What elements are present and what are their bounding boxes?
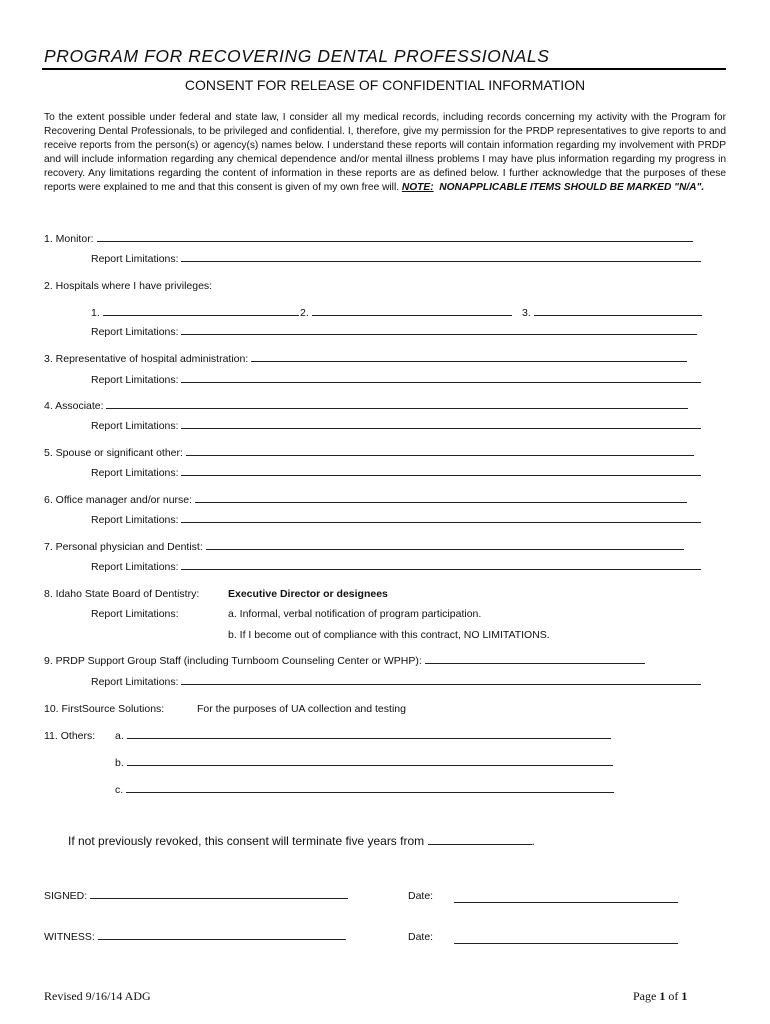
- spouse-limitations-field[interactable]: [181, 474, 701, 476]
- firstsource-value: For the purposes of UA collection and testing: [197, 703, 406, 715]
- hospital-1-label: 1.: [91, 307, 100, 319]
- signed-date-field[interactable]: [454, 902, 678, 903]
- note-text: NONAPPLICABLE ITEMS SHOULD BE MARKED "N/A".: [439, 182, 705, 194]
- office-label: 6. Office manager and/or nurse:: [44, 494, 193, 506]
- physician-limitations-row: [91, 561, 701, 573]
- associate-label: 4. Associate:: [44, 400, 104, 412]
- others-a-field[interactable]: [127, 737, 611, 739]
- prdp-label: 9. PRDP Support Group Staff (including Turnboom Counseling Center or WPHP):: [44, 655, 422, 667]
- spouse-label: 5. Spouse or significant other:: [44, 447, 183, 459]
- monitor-limitations-row: [91, 253, 701, 265]
- report-limitations-label: Report Limitations:: [91, 514, 179, 526]
- representative-row: [44, 353, 687, 365]
- hospitals-label: 2. Hospitals where I have privileges:: [44, 280, 213, 292]
- signed-date-label: Date:: [408, 890, 434, 902]
- office-row: [44, 494, 687, 506]
- hospital-2-row: [300, 307, 512, 319]
- hospital-1-row: [91, 307, 299, 319]
- report-limitations-label: Report Limitations:: [91, 253, 179, 265]
- hospital-2-field[interactable]: [312, 314, 512, 316]
- witness-field[interactable]: [98, 938, 346, 940]
- associate-limitations-field[interactable]: [181, 427, 701, 429]
- signed-row: [44, 890, 348, 902]
- report-limitations-label: Report Limitations:: [91, 561, 179, 573]
- representative-limitations-row: [91, 374, 701, 386]
- others-label: 11. Others:: [44, 730, 96, 742]
- idaho-label: 8. Idaho State Board of Dentistry:: [44, 588, 200, 600]
- physician-limitations-field[interactable]: [181, 568, 701, 570]
- form-subtitle: CONSENT FOR RELEASE OF CONFIDENTIAL INFORMATION: [184, 77, 586, 93]
- page-of: of: [665, 989, 682, 1003]
- witness-date-label: Date:: [408, 931, 434, 943]
- idaho-limit-a: a. Informal, verbal notification of program participation.: [228, 608, 482, 620]
- witness-label: WITNESS:: [44, 931, 95, 943]
- revision-note: Revised 9/16/14 ADG: [44, 989, 151, 1003]
- others-c-row: [115, 784, 614, 796]
- monitor-row: [44, 233, 693, 245]
- physician-label: 7. Personal physician and Dentist:: [44, 541, 203, 553]
- termination-text: If not previously revoked, this consent will terminate five years from: [68, 834, 425, 848]
- title-divider: [42, 68, 726, 70]
- spouse-row: [44, 447, 694, 459]
- hospital-2-label: 2.: [300, 307, 309, 319]
- spouse-field[interactable]: [186, 454, 694, 456]
- page-prefix: Page: [633, 989, 660, 1003]
- hospitals-limitations-row: [91, 326, 697, 338]
- associate-row: [44, 400, 688, 412]
- representative-label: 3. Representative of hospital administration:: [44, 353, 249, 365]
- hospital-3-row: [522, 307, 702, 319]
- prdp-row: [44, 655, 645, 667]
- hospital-3-field[interactable]: [534, 314, 702, 316]
- others-c-field[interactable]: [126, 791, 614, 793]
- note-label: NOTE:: [401, 182, 434, 194]
- office-field[interactable]: [195, 501, 687, 503]
- report-limitations-label: Report Limitations:: [91, 608, 179, 620]
- prdp-field[interactable]: [425, 662, 645, 664]
- monitor-label: 1. Monitor:: [44, 233, 94, 245]
- termination-end: .: [531, 834, 535, 848]
- office-limitations-row: [91, 514, 701, 526]
- others-a-label: a.: [115, 730, 124, 742]
- others-b-label: b.: [115, 757, 124, 769]
- physician-field[interactable]: [206, 548, 684, 550]
- monitor-field[interactable]: [97, 240, 693, 242]
- report-limitations-label: Report Limitations:: [91, 467, 179, 479]
- report-limitations-label: Report Limitations:: [91, 420, 179, 432]
- office-limitations-field[interactable]: [181, 521, 701, 523]
- page-total: 1: [681, 989, 688, 1003]
- others-c-label: c.: [115, 784, 124, 796]
- monitor-limitations-field[interactable]: [181, 260, 701, 262]
- others-b-field[interactable]: [127, 764, 613, 766]
- signed-label: SIGNED:: [44, 890, 88, 902]
- page-number: 1: [659, 989, 666, 1003]
- termination-row: [68, 834, 535, 848]
- witness-row: [44, 931, 346, 943]
- hospital-1-field[interactable]: [103, 314, 299, 316]
- idaho-limit-b: b. If I become out of compliance with this contract, NO LIMITATIONS.: [228, 629, 550, 641]
- intro-text: To the extent possible under federal and state law, I consider all my medical records, including records concerning my activity with the Program for Recovering Dental Professionals, to be privileged and confidential. I, therefore, give my permission for the PRDP representatives to give reports to and receive reports from the person(s) or agency(s) names below. I understand these reports will contain information regarding my involvement with PRDP and will include information regarding any chemical dependence and/or mental illness problems I may have plus information regarding my progress in recovery. Any limitations regarding the content of information in these reports are as defined below. I further acknowledge that the purposes of these reports were explained to me and that this consent is given of my own free will.: [44, 112, 726, 194]
- termination-date-field[interactable]: [428, 843, 532, 845]
- hospitals-limitations-field[interactable]: [181, 333, 697, 335]
- associate-limitations-row: [91, 420, 701, 432]
- report-limitations-label: Report Limitations:: [91, 374, 179, 386]
- representative-field[interactable]: [251, 360, 687, 362]
- others-b-row: [115, 757, 613, 769]
- firstsource-label: 10. FirstSource Solutions:: [44, 703, 165, 715]
- others-a-row: [115, 730, 611, 742]
- physician-row: [44, 541, 684, 553]
- report-limitations-label: Report Limitations:: [91, 676, 179, 688]
- spouse-limitations-row: [91, 467, 701, 479]
- page-indicator: [633, 989, 687, 1004]
- witness-date-field[interactable]: [454, 943, 678, 944]
- prdp-limitations-row: [91, 676, 701, 688]
- hospital-3-label: 3.: [522, 307, 531, 319]
- page-title: PROGRAM FOR RECOVERING DENTAL PROFESSIONALS: [44, 46, 550, 66]
- signed-field[interactable]: [90, 897, 348, 899]
- representative-limitations-field[interactable]: [181, 381, 701, 383]
- prdp-limitations-field[interactable]: [181, 683, 701, 685]
- report-limitations-label: Report Limitations:: [91, 326, 179, 338]
- associate-field[interactable]: [106, 407, 688, 409]
- intro-paragraph: [44, 111, 726, 196]
- idaho-value: Executive Director or designees: [228, 588, 388, 600]
